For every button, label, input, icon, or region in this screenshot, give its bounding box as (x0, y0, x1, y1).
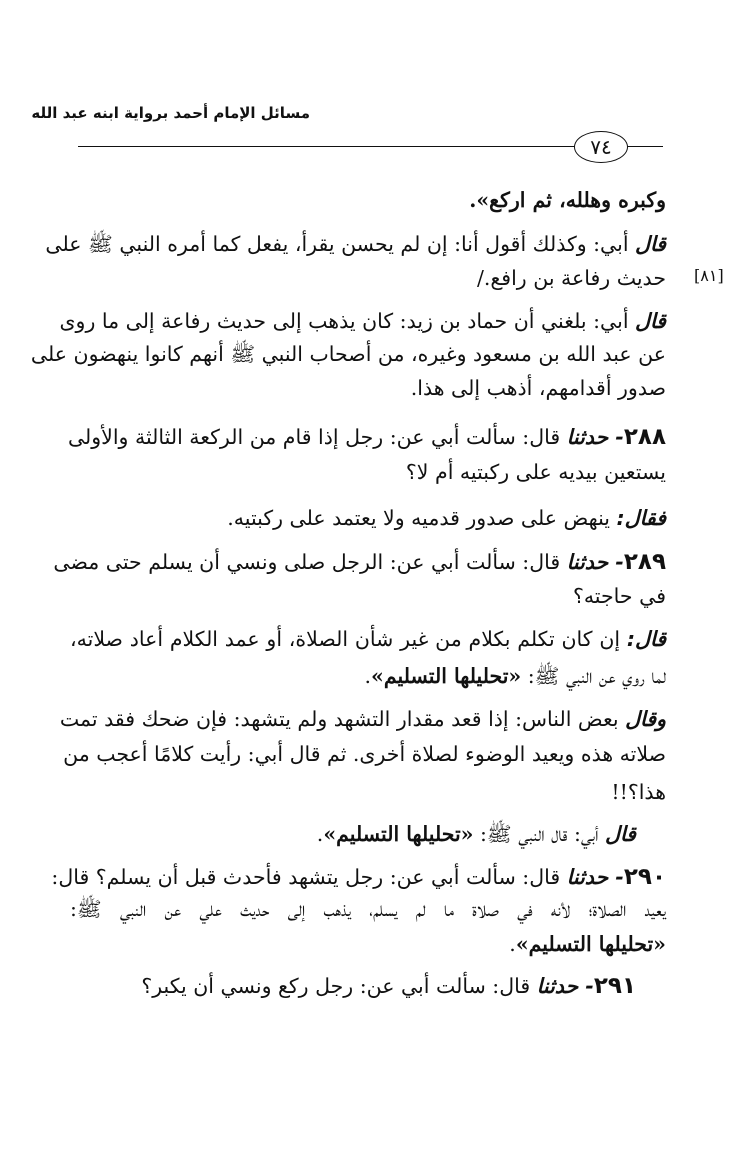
text-segment: أبي: قال النبي ﷺ: (473, 822, 606, 846)
text-line (59, 309, 666, 334)
text-segment: لما روي عن النبي ﷺ: (521, 664, 666, 688)
lead-word: قال: (626, 627, 666, 651)
question-number: ٢٩١ (593, 973, 636, 999)
text-segment: يستعين بيديه على ركبتيه أم لا؟ (405, 460, 666, 484)
text-segment: ينهض على صدور قدميه ولا يعتمد على ركبتيه. (227, 506, 617, 530)
text-line (30, 342, 666, 367)
lead-word: - حدثنا (566, 865, 624, 889)
text-segment: أبي: بلغني أن حماد بن زيد: كان يذهب إلى حديث رفاعة إلى ما روى (59, 309, 636, 333)
text-line (45, 232, 666, 257)
text-segment: يعيد الصلاة؛ لأنه في صلاة ما لم يسلم، يذهب إلى حديث علي عن النبي ﷺ: (70, 897, 666, 921)
question-number: ٢٩٠ (623, 864, 666, 890)
text-segment: أبي: وكذلك أقول أنا: إن لم يحسن يقرأ، يفعل كما أمره النبي ﷺ على (45, 232, 636, 256)
text-segment: في حاجته؟ (572, 584, 666, 608)
text-line (70, 627, 666, 652)
text-line (227, 506, 666, 531)
lead-word: - حدثنا (536, 974, 594, 998)
text-segment: صدور أقدامهم، أذهب إلى هذا. (410, 376, 666, 400)
hadith-quote: «تحليلها التسليم» (323, 822, 474, 846)
lead-word: - حدثنا (566, 550, 624, 574)
text-line (67, 424, 666, 452)
text-line (509, 932, 666, 957)
margin-page-reference: [٨١] (694, 266, 724, 285)
text-segment: قال: سألت أبي عن: الرجل صلى ونسي أن يسلم حتى مضى (53, 550, 567, 574)
text-line (411, 376, 666, 401)
text-line (611, 780, 666, 805)
text-segment: قال: سألت أبي عن: رجل ركع ونسي أن يكبر؟ (141, 974, 537, 998)
text-line (53, 549, 666, 577)
text-segment: . (364, 664, 372, 688)
question-number: ٢٨٨ (623, 424, 666, 450)
text-line (365, 664, 666, 689)
lead-word: قال (635, 232, 666, 256)
running-header: مسائل الإمام أحمد برواية ابنه عبد الله (31, 104, 310, 122)
question-number: ٢٨٩ (623, 549, 666, 575)
hadith-quote: «تحليلها التسليم» (515, 932, 666, 956)
text-segment: إن كان تكلم بكلام من غير شأن الصلاة، أو عمد الكلام أعاد صلاته، (70, 627, 627, 651)
text-segment: هذا؟!! (611, 780, 666, 804)
text-line (477, 266, 666, 291)
text-segment: صلاته هذه ويعيد الوضوء لصلاة أخرى. ثم قال أبي: رأيت كلامًا أعجب من (63, 742, 666, 766)
text-line (51, 864, 666, 892)
text-line (59, 707, 666, 732)
text-segment: عن عبد الله بن مسعود وغيره، من أصحاب النبي ﷺ أنهم كانوا ينهضون على (30, 342, 666, 366)
text-segment: بعض الناس: إذا قعد مقدار التشهد ولم يتشهد: فإن ضحك فقد تمت (59, 707, 626, 731)
lead-word: قال (635, 309, 666, 333)
text-line (406, 460, 666, 485)
text-segment: وكبره وهلله، ثم اركع». (469, 188, 666, 212)
lead-word: فقال: (616, 506, 666, 530)
lead-word: وقال (625, 707, 666, 731)
text-segment: قال: سألت أبي عن: رجل إذا قام من الركعة الثالثة والأولى (67, 425, 567, 449)
text-line (469, 188, 666, 213)
text-segment: قال: سألت أبي عن: رجل يتشهد فأحدث قبل أن يسلم؟ قال: (51, 865, 567, 889)
lead-word: - حدثنا (566, 425, 624, 449)
hadith-quote: «تحليلها التسليم» (371, 664, 522, 688)
text-line (317, 822, 636, 847)
text-line (573, 584, 666, 609)
text-line (70, 897, 666, 922)
text-segment: . (509, 932, 516, 956)
text-segment: حديث رفاعة بن رافع./ (476, 266, 666, 290)
page-number-badge: ٧٤ (574, 131, 628, 163)
text-segment: . (316, 822, 324, 846)
text-line (63, 742, 666, 767)
lead-word: قال (605, 822, 636, 846)
text-line (141, 973, 636, 1001)
